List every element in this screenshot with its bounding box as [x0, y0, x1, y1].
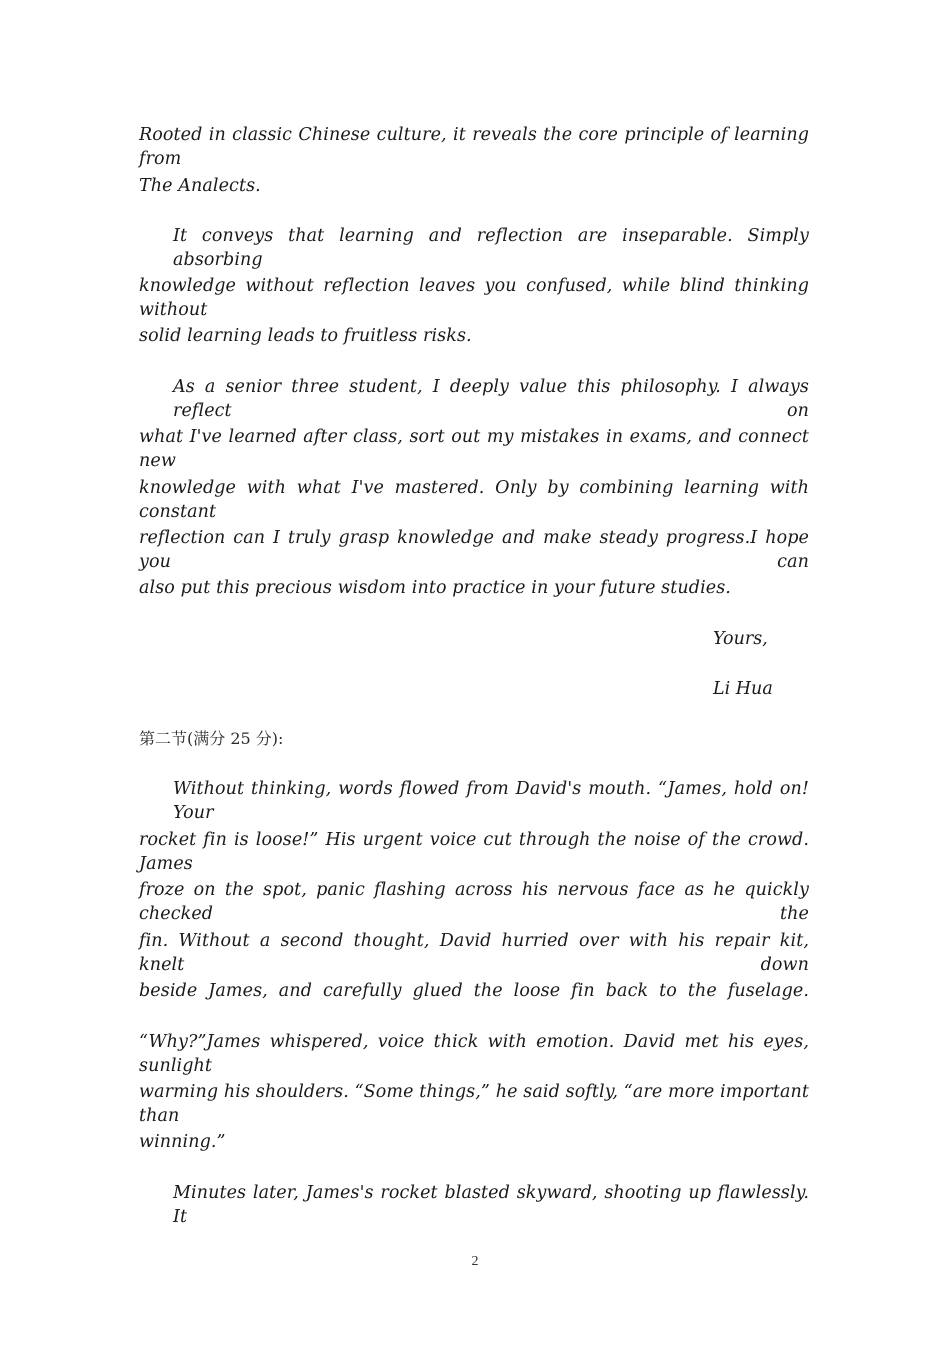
essay2-line-2: rocket fin is loose!” His urgent voice cut through the noise of the crowd. James	[139, 830, 809, 874]
section-heading: 第二节(满分 25 分):	[139, 729, 284, 748]
essay1-line-4: knowledge without reflection leaves you confused, while blind thinking without	[139, 276, 809, 320]
page-number: 2	[471, 1254, 479, 1269]
essay2-line-3: froze on the spot, panic flashing across his nervous face as he quickly checked the	[139, 880, 809, 924]
essay2-line-4: fin. Without a second thought, David hurried over with his repair kit, knelt down	[139, 931, 809, 975]
essay2-line-5: beside James, and carefully glued the loose fin back to the fuselage.	[139, 981, 809, 1001]
essay1-line-3: It conveys that learning and reflection are inseparable. Simply absorbing	[173, 226, 809, 270]
essay2-line-1: Without thinking, words flowed from David's mouth. “James, hold on! Your	[173, 779, 809, 823]
essay1-line-1: Rooted in classic Chinese culture, it reveals the core principle of learning from	[139, 125, 809, 169]
essay1-line-2: The Analects.	[139, 176, 261, 196]
essay2-line-7: warming his shoulders. “Some things,” he said softly, “are more important than	[139, 1082, 809, 1126]
essay1-line-8: knowledge with what I've mastered. Only by combining learning with constant	[139, 478, 809, 522]
essay1-line-6: As a senior three student, I deeply value this philosophy. I always reflect on	[173, 377, 809, 421]
essay2-line-9: Minutes later, James's rocket blasted skyward, shooting up flawlessly. It	[173, 1183, 809, 1227]
essay2-line-6: “Why?”James whispered, voice thick with emotion. David met his eyes, sunlight	[139, 1032, 809, 1076]
letter-signature: Li Hua	[713, 679, 773, 699]
essay1-line-10: also put this precious wisdom into practice in your future studies.	[139, 578, 731, 598]
essay1-line-7: what I've learned after class, sort out my mistakes in exams, and connect new	[139, 427, 809, 471]
essay1-line-9: reflection can I truly grasp knowledge and make steady progress.I hope you can	[139, 528, 809, 572]
essay2-line-8: winning.”	[139, 1132, 226, 1152]
essay1-line-5: solid learning leads to fruitless risks.	[139, 326, 472, 346]
letter-closing: Yours,	[713, 629, 768, 649]
